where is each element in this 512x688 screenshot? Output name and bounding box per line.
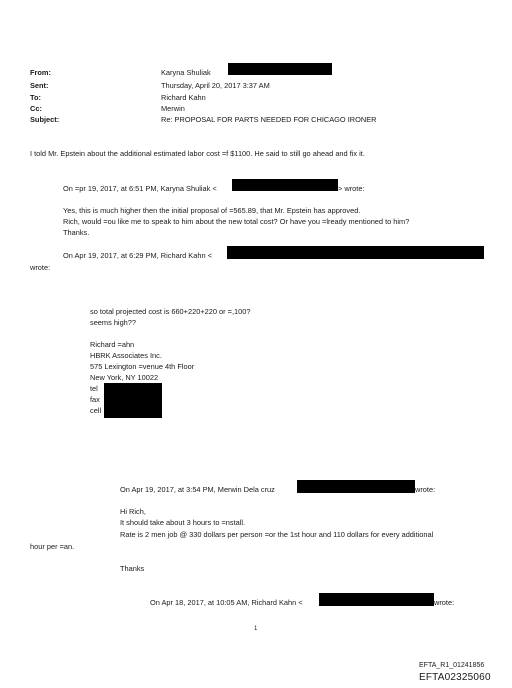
body-line: Hi Rich,	[120, 507, 146, 516]
redaction-box	[228, 63, 332, 75]
signature-company: HBRK Associates Inc.	[90, 351, 162, 360]
signature-address: New York, NY 10022	[90, 373, 159, 382]
redaction-box	[232, 179, 338, 191]
page-number: 1	[254, 626, 258, 632]
body-line: Thanks	[120, 564, 145, 573]
cc-value: Merwin	[161, 104, 185, 113]
sent-value: Thursday, April 20, 2017 3:37 AM	[161, 81, 270, 90]
signature-fax: fax	[90, 395, 100, 404]
redaction-box	[227, 246, 484, 259]
quote-wrote: wrote:	[415, 485, 436, 494]
body-line: so total projected cost is 660+220+220 or =,100?	[90, 307, 251, 316]
efta-reference: EFTA02325060	[419, 672, 491, 683]
signature-address: 575 Lexington =venue 4th Floor	[90, 362, 195, 371]
body-line: Rate is 2 men job @ 330 dollars per person =or the 1st hour and 110 dollars for every additional	[120, 530, 434, 539]
body-line: Yes, this is much higher then the initial proposal of =565.89, that Mr. Epstein has approved.	[63, 206, 361, 215]
to-label: To:	[30, 93, 41, 102]
quote-header: On Apr 19, 2017, at 3:54 PM, Merwin Dela cruz	[120, 485, 275, 494]
body-line: I told Mr. Epstein about the additional estimated labor cost =f $1100. He said to still go ahead and fix it.	[30, 149, 365, 158]
signature-tel: tel	[90, 384, 98, 393]
cc-label: Cc:	[30, 104, 42, 113]
redaction-box	[319, 593, 434, 606]
quote-wrote: wrote:	[434, 598, 455, 607]
body-line: hour per =an.	[30, 542, 75, 551]
from-label: From:	[30, 68, 51, 77]
quote-header: On Apr 18, 2017, at 10:05 AM, Richard Kahn <	[150, 598, 303, 607]
body-line: It should take about 3 hours to =nstall.	[120, 518, 246, 527]
redaction-box	[297, 480, 415, 493]
quote-header: On =pr 19, 2017, at 6:51 PM, Karyna Shuliak <	[63, 184, 217, 193]
subject-value: Re: PROPOSAL FOR PARTS NEEDED FOR CHICAGO IRONER	[161, 115, 377, 124]
quote-wrote: > wrote:	[338, 184, 365, 193]
efta-reference: EFTA_R1_01241856	[419, 662, 485, 669]
sent-label: Sent:	[30, 81, 49, 90]
body-line: Rich, would =ou like me to speak to him about the new total cost? Or have you =lready mentioned to him?	[63, 217, 410, 226]
signature-cell: cell	[90, 406, 102, 415]
from-value: Karyna Shuliak	[161, 68, 211, 77]
to-value: Richard Kahn	[161, 93, 206, 102]
signature-name: Richard =ahn	[90, 340, 135, 349]
quote-wrote: wrote:	[30, 263, 51, 272]
body-line: seems high??	[90, 318, 137, 327]
subject-label: Subject:	[30, 115, 60, 124]
quote-header: On Apr 19, 2017, at 6:29 PM, Richard Kahn <	[63, 251, 212, 260]
redaction-box	[104, 383, 162, 418]
body-line: Thanks.	[63, 228, 90, 237]
